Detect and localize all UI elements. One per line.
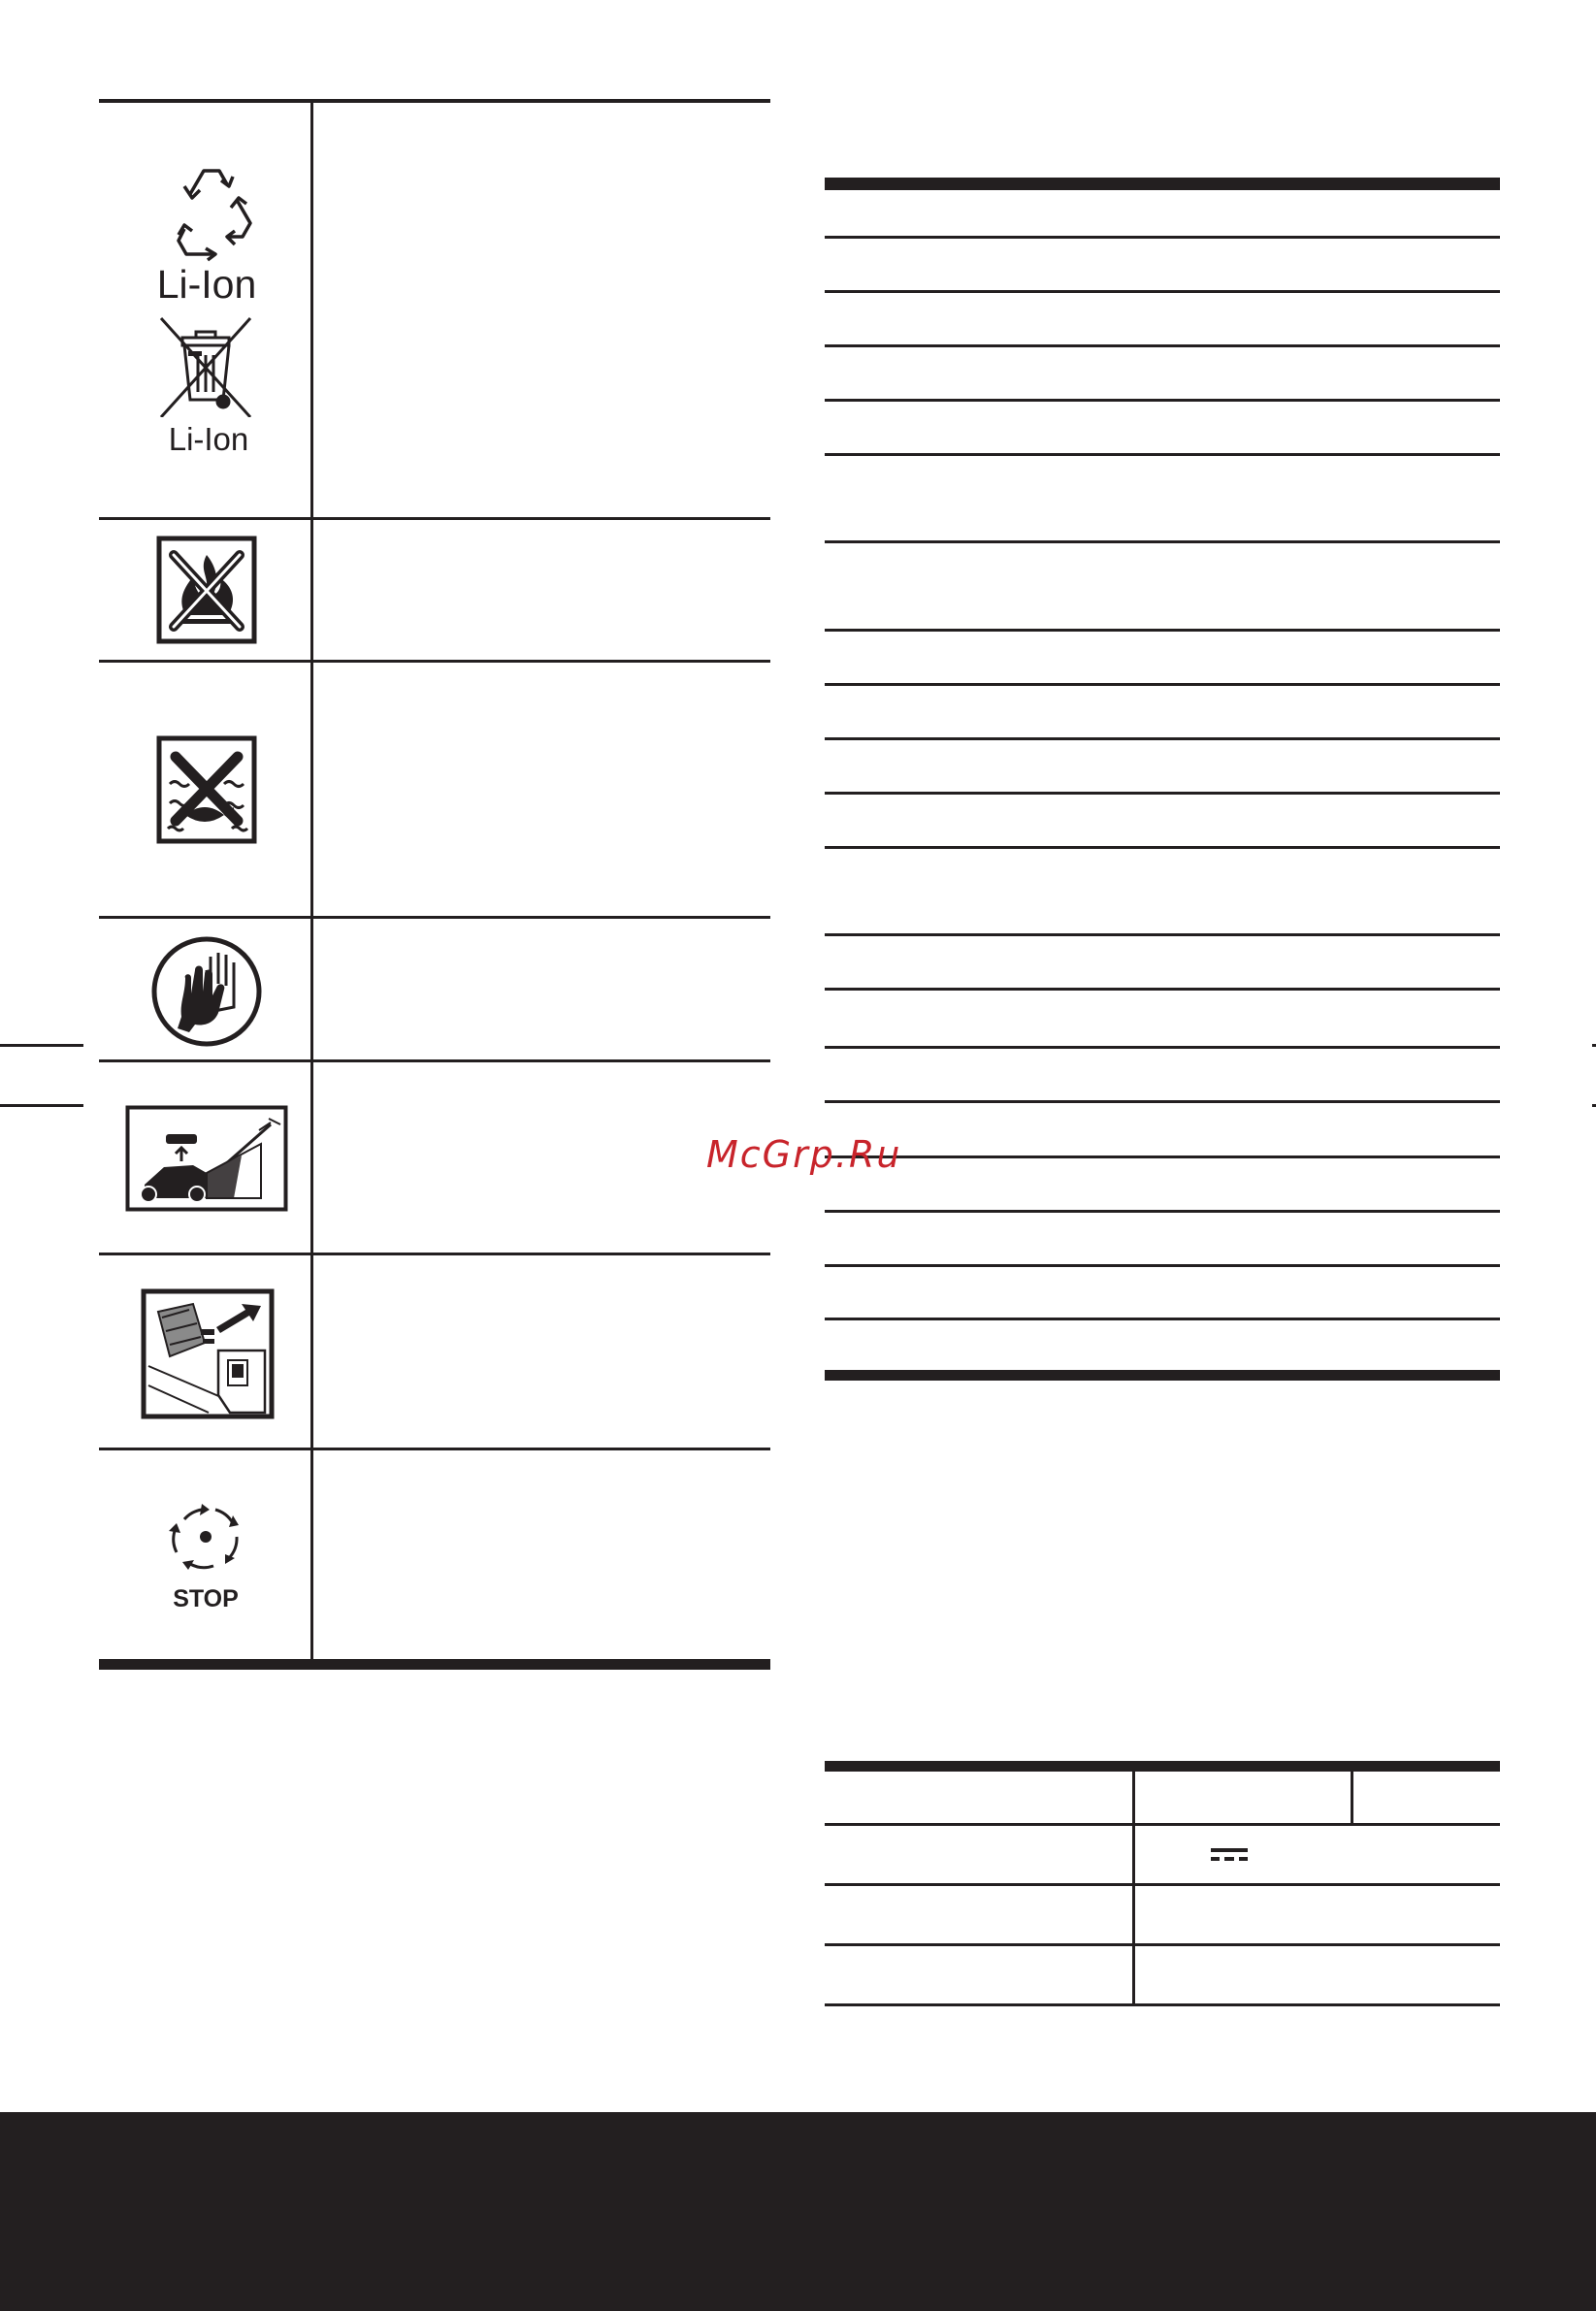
footer-band: [0, 2112, 1596, 2311]
battery-row-divider: [825, 1883, 1500, 1886]
rotating-blade-stop-icon: [157, 1498, 254, 1579]
spec-row-divider: [825, 1156, 1500, 1158]
spec-row-divider: [825, 344, 1500, 347]
battery-table-top-rule: [825, 1761, 1500, 1772]
spec-row-divider: [825, 1264, 1500, 1267]
symbol-table-column-divider: [310, 99, 313, 1661]
spec-row-divider: [825, 792, 1500, 795]
margin-mark: [0, 1104, 83, 1107]
wear-gloves-icon: [150, 935, 263, 1048]
row-divider: [99, 916, 770, 919]
crossed-out-bin-icon: [157, 316, 254, 417]
symbol-table-top-rule: [99, 99, 770, 103]
spec-row-divider: [825, 683, 1500, 686]
watermark-text: McGrp.Ru: [706, 1133, 902, 1176]
battery-row-divider: [825, 1823, 1500, 1826]
spec-row-divider: [825, 1318, 1500, 1320]
spec-row-divider: [825, 846, 1500, 849]
spec-table-top-rule: [825, 178, 1500, 190]
row-divider: [99, 1448, 770, 1450]
spec-row-divider: [825, 988, 1500, 991]
spec-row-divider: [825, 453, 1500, 456]
spec-row-divider: [825, 1046, 1500, 1049]
margin-mark: [1592, 1104, 1596, 1107]
row-divider: [99, 1059, 770, 1062]
spec-row-divider: [825, 933, 1500, 936]
spec-row-divider: [825, 629, 1500, 632]
spec-row-divider: [825, 540, 1500, 543]
bin-li-ion-label: Li-Ion: [168, 421, 249, 457]
direct-current-icon: [1211, 1847, 1248, 1863]
spec-table-bottom-rule: [825, 1370, 1500, 1381]
mower-battery-icon: [125, 1105, 288, 1212]
spec-row-divider: [825, 737, 1500, 740]
recycle-li-ion-label: Li-Ion: [156, 262, 257, 307]
spec-row-divider: [825, 1100, 1500, 1103]
margin-mark: [0, 1044, 83, 1047]
spec-row-divider: [825, 236, 1500, 239]
symbol-table-bottom-rule: [99, 1659, 770, 1670]
no-fire-icon: [156, 536, 257, 644]
row-divider: [99, 660, 770, 663]
row-divider: [99, 517, 770, 520]
battery-table-column-divider: [1132, 1772, 1135, 2006]
stop-label: STOP: [173, 1585, 239, 1612]
no-water-icon: [156, 735, 257, 844]
spec-row-divider: [825, 290, 1500, 293]
spec-row-divider: [825, 399, 1500, 402]
battery-charger-icon: [141, 1288, 275, 1419]
battery-row-divider: [825, 1943, 1500, 1946]
spec-row-divider: [825, 1210, 1500, 1213]
row-divider: [99, 1253, 770, 1255]
battery-table-bottom-rule: [825, 2003, 1500, 2006]
battery-table-header-divider: [1351, 1772, 1353, 1826]
recycle-icon: [155, 165, 258, 262]
margin-mark: [1592, 1044, 1596, 1047]
